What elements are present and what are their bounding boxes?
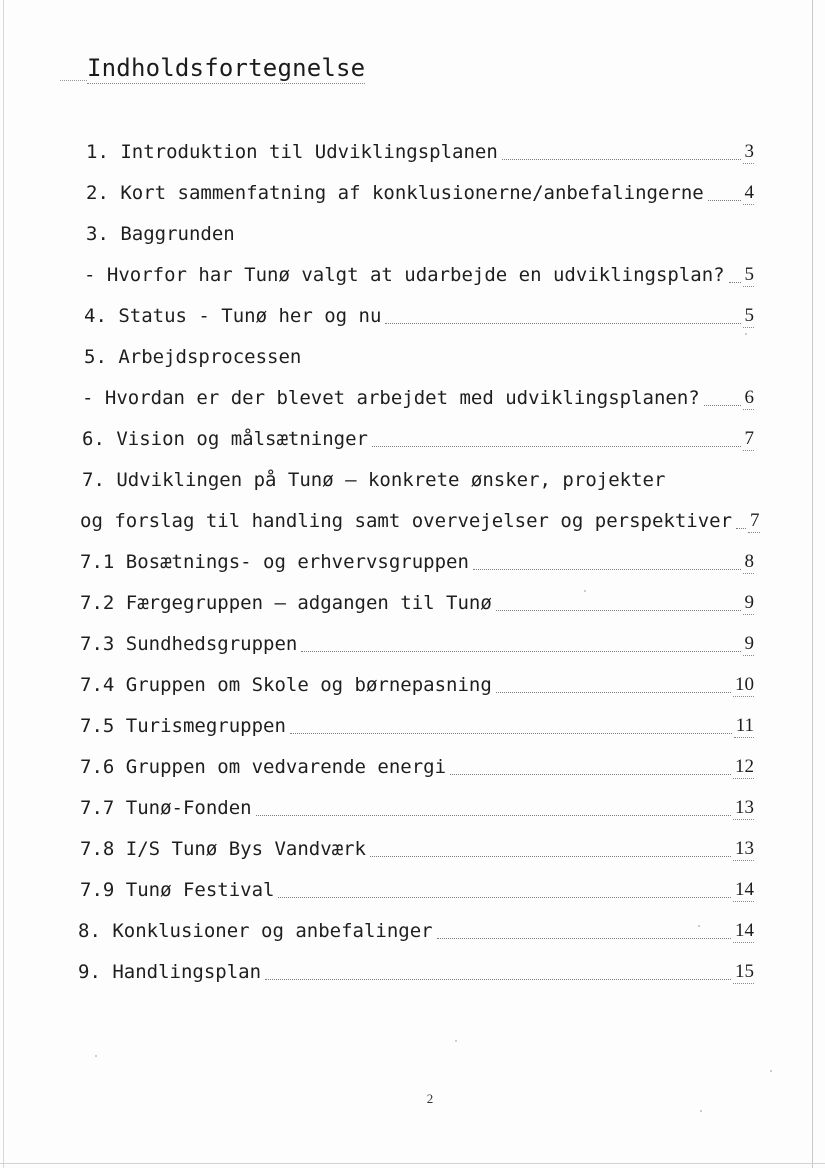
- toc-entry-page: 11: [735, 715, 754, 736]
- toc-entry-7-1: [80, 544, 754, 574]
- toc-entry-page: 9: [744, 633, 754, 654]
- toc-entry-label: 2. Kort sammenfatning af konklusionerne/anbefalingerne: [86, 182, 704, 204]
- toc-entry-page: 6: [744, 387, 754, 408]
- scan-speck: [455, 1040, 457, 1042]
- toc-entry-label: 7.7 Tunø-Fonden: [80, 797, 252, 819]
- toc-entry-page: 3: [744, 141, 754, 162]
- toc-entry-page: 5: [744, 305, 754, 326]
- toc-entry-7-5: [80, 708, 754, 738]
- toc-leader: [385, 323, 740, 324]
- toc-entry-page: 4: [744, 182, 754, 203]
- toc-entry-label: 7.9 Tunø Festival: [80, 879, 275, 901]
- scan-speck: [700, 1110, 702, 1112]
- toc-entry-label: 4. Status - Tunø her og nu: [84, 305, 382, 327]
- scan-speck: [770, 1070, 772, 1072]
- toc-entry-page: 8: [744, 551, 754, 572]
- toc-entry-page: 14: [735, 879, 754, 900]
- scan-speck: [584, 590, 586, 592]
- toc-entry-page: 14: [735, 920, 754, 941]
- toc-entry-6: [82, 421, 754, 451]
- toc-entry-1: [86, 134, 754, 164]
- toc-entry-9: [78, 954, 754, 984]
- toc-entry-3: [86, 216, 754, 246]
- toc-leader: [496, 610, 741, 611]
- toc-entry-2: [86, 175, 754, 205]
- toc-leader: [301, 651, 740, 652]
- scan-speck: [95, 1055, 97, 1057]
- toc-entry-label: 7.1 Bosætnings- og erhvervsgruppen: [80, 551, 469, 573]
- toc-leader: [473, 569, 741, 570]
- toc-leader: [290, 733, 732, 734]
- toc-entry-page: 7: [744, 428, 754, 449]
- toc-entry-label: 7.3 Sundhedsgruppen: [80, 633, 298, 655]
- toc-leader: [502, 159, 741, 160]
- toc-entry-7-9: [80, 872, 754, 902]
- toc-leader: [256, 815, 731, 816]
- toc-entry-page: 13: [735, 838, 754, 859]
- toc-leader: [704, 405, 741, 406]
- toc-leader: [729, 282, 741, 283]
- toc-leader: [437, 938, 731, 939]
- toc-entry-7: [82, 462, 754, 492]
- scan-speck: [745, 333, 747, 335]
- toc-leader: [278, 897, 731, 898]
- toc-entry-page: 15: [735, 961, 754, 982]
- toc-entry-page: 10: [735, 674, 754, 695]
- toc-entry-label: 7.8 I/S Tunø Bys Vandværk: [80, 838, 366, 860]
- toc-entry-7-8: [80, 831, 754, 861]
- toc-entry-page: 12: [735, 756, 754, 777]
- toc-entry-5: [84, 339, 754, 369]
- toc-entry-8: [78, 913, 754, 943]
- toc-entry-label: 8. Konklusioner og anbefalinger: [78, 920, 433, 942]
- toc-entry-label: 5. Arbejdsprocessen: [84, 346, 302, 368]
- toc-entry-label: 7.5 Turismegruppen: [80, 715, 286, 737]
- toc-entry-4: [84, 298, 754, 328]
- toc-leader: [450, 774, 731, 775]
- toc-entry-7-4: [80, 667, 754, 697]
- toc-leader: [372, 446, 741, 447]
- page-number: 2: [426, 1091, 434, 1106]
- toc-entry-label: 1. Introduktion til Udviklingsplanen: [86, 141, 498, 163]
- toc-leader: [708, 200, 741, 201]
- toc-entry-7-6: [80, 749, 754, 779]
- toc-entry-page: 13: [735, 797, 754, 818]
- toc-entry-7-cont: [80, 503, 760, 533]
- toc-entry-3-sub: [84, 257, 754, 287]
- toc-entry-label: 6. Vision og målsætninger: [82, 428, 368, 450]
- toc-entry-page: 7: [750, 510, 760, 531]
- page-title: Indholdsfortegnelse: [87, 54, 366, 82]
- toc-entry-7-3: [80, 626, 754, 656]
- toc-leader: [496, 692, 731, 693]
- toc-entry-label: 7. Udviklingen på Tunø – konkrete ønsker, projekter: [82, 469, 666, 491]
- toc-entry-label: og forslag til handling samt overvejelser og perspektiver: [80, 510, 733, 532]
- toc-leader: [370, 856, 731, 857]
- toc-entry-label: - Hvordan er der blevet arbejdet med udviklingsplanen?: [82, 387, 700, 409]
- toc-entry-label: 9. Handlingsplan: [78, 961, 262, 983]
- toc-entry-label: 7.6 Gruppen om vedvarende energi: [80, 756, 447, 778]
- toc-entry-page: 5: [744, 264, 754, 285]
- toc-entry-5-sub: [82, 380, 754, 410]
- toc-entry-7-2: [80, 585, 754, 615]
- toc-entry-label: 3. Baggrunden: [86, 223, 235, 245]
- toc-entry-label: 7.4 Gruppen om Skole og børnepasning: [80, 674, 492, 696]
- toc-entry-label: - Hvorfor har Tunø valgt at udarbejde en udviklingsplan?: [84, 264, 725, 286]
- toc-leader: [265, 979, 731, 980]
- toc-entry-page: 9: [744, 592, 754, 613]
- toc-leader: [736, 528, 746, 529]
- toc-entry-7-7: [80, 790, 754, 820]
- scan-speck: [698, 925, 700, 927]
- toc-entry-label: 7.2 Færgegruppen – adgangen til Tunø: [80, 592, 492, 614]
